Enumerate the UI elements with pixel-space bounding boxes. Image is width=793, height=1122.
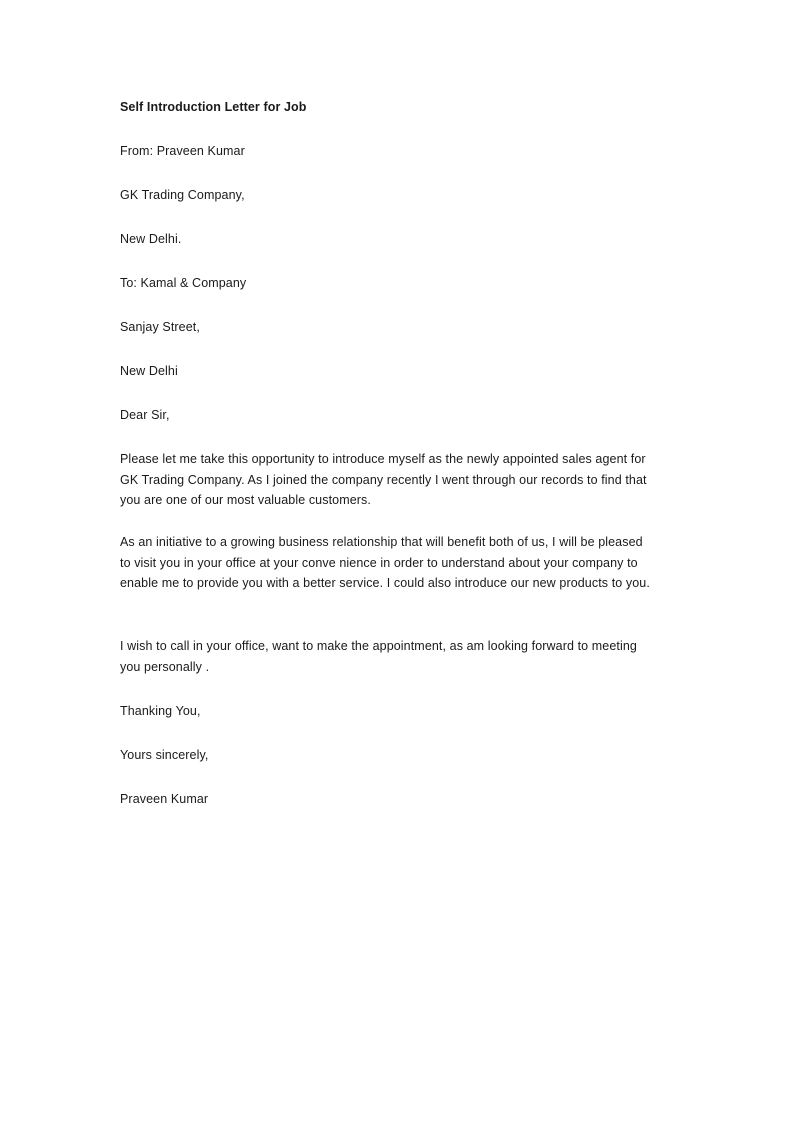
thanks-line: Thanking You, [120,704,201,718]
recipient-city: New Delhi [120,364,178,378]
paragraph-line: you are one of our most valuable customers. [120,493,371,507]
recipient-name: To: Kamal & Company [120,276,247,290]
paragraph-line: As an initiative to a growing business relationship that will benefit both of us, I will be pleased [120,535,643,549]
paragraph-appointment [120,636,637,677]
paragraph-line: Please let me take this opportunity to introduce myself as the newly appointed sales agent for [120,452,646,466]
recipient-street: Sanjay Street, [120,320,200,334]
paragraph-line: I wish to call in your office, want to make the appointment, as am looking forward to meeting [120,639,637,653]
paragraph-line: enable me to provide you with a better service. I could also introduce our new products to you. [120,576,650,590]
sender-name: From: Praveen Kumar [120,144,245,158]
paragraph-line: GK Trading Company. As I joined the company recently I went through our records to find that [120,472,647,487]
paragraph-introduction [120,449,647,511]
signature-name: Praveen Kumar [120,792,209,806]
letter-title: Self Introduction Letter for Job [120,100,307,114]
sender-company: GK Trading Company, [120,188,245,202]
sender-city: New Delhi. [120,232,182,246]
paragraph-line: you personally . [120,659,210,674]
paragraph-initiative [120,532,650,594]
salutation: Dear Sir, [120,408,170,422]
paragraph-line: to visit you in your office at your conve nience in order to understand about your company to [120,555,638,570]
closing-line: Yours sincerely, [120,748,209,762]
